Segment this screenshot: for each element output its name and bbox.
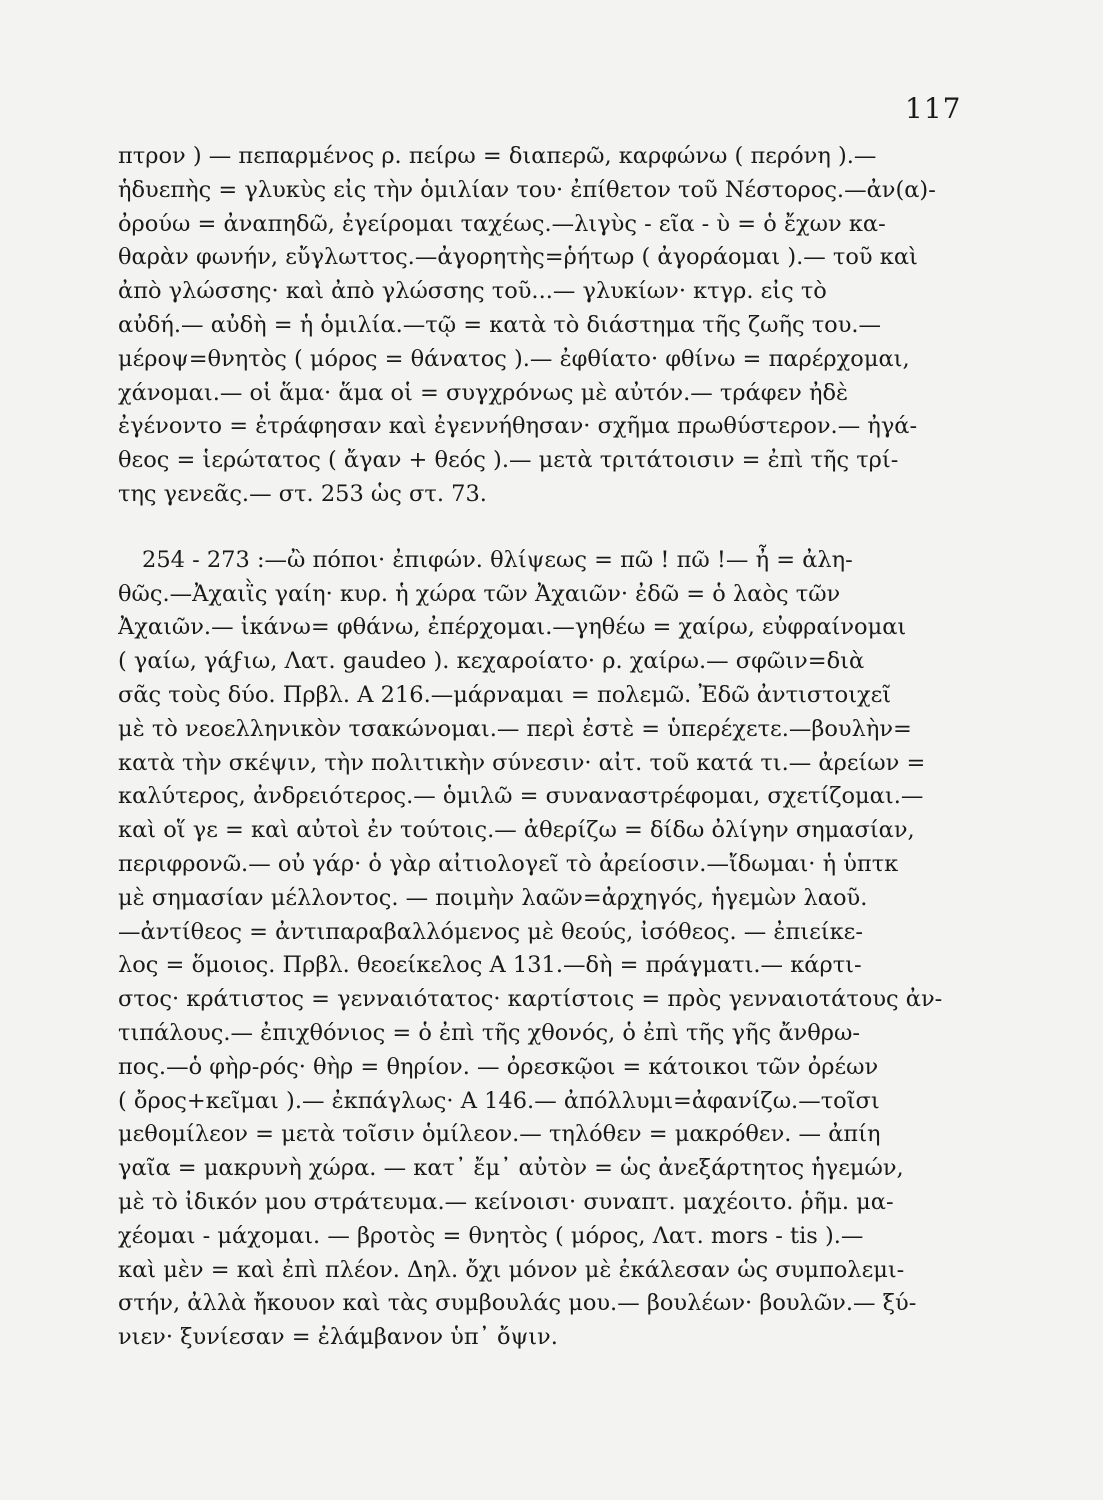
text-line: της γενεᾶς.— στ. 253 ὡς στ. 73.	[118, 480, 487, 507]
text-line: περιφρονῶ.— οὐ γάρ· ὁ γὰρ αἰτιολογεῖ τὸ ἀρείοσιν.—ἴδωμαι· ἡ ὑπτκ	[118, 850, 899, 877]
text-line: τιπάλους.— ἐπιχθόνιος = ὁ ἐπὶ τῆς χθονός, ὁ ἐπὶ τῆς γῆς ἄνθρω-	[118, 1019, 860, 1046]
text-line: ἐγένοντο = ἐτράφησαν καὶ ἐγεννήθησαν· σχῆμα πρωθύστερον.— ἠγά-	[118, 413, 918, 440]
text-line: μὲ σημασίαν μέλλοντος. — ποιμὴν λαῶν=ἀρχηγός, ἡγεμὼν λαοῦ.	[118, 884, 868, 911]
text-line: —ἀντίθεος = ἀντιπαραβαλλόμενος μὲ θεούς, ἰσόθεος. — ἐπιείκε-	[118, 918, 863, 945]
text-line: χάνομαι.— οἱ ἅμα· ἅμα οἱ = συγχρόνως μὲ αὐτόν.— τράφεν ἠδὲ	[118, 379, 849, 406]
text-line: Ἀχαιῶν.— ἱκάνω= φθάνω, ἐπέρχομαι.—γηθέω = χαίρω, εὐφραίνομαι	[118, 614, 907, 641]
text-line: 254 - 273 :—ὢ πόποι· ἐπιφών. θλίψεως = πῶ ! πῶ !— ἦ = ἀλη-	[142, 546, 853, 573]
text-line: ( ὄρος+κεῖμαι ).— ἐκπάγλως· Α 146.— ἀπόλλυμι=ἀφανίζω.—τοῖσι	[118, 1087, 880, 1114]
text-line: στος· κράτιστος = γενναιότατος· καρτίστοις = πρὸς γενναιοτάτους ἀν-	[118, 986, 943, 1013]
paragraph-1	[118, 140, 958, 512]
text-line: αὐδή.— αὐδὴ = ἡ ὁμιλία.—τῷ = κατὰ τὸ διάστημα τῆς ζωῆς του.—	[118, 311, 882, 338]
text-line: σᾶς τοὺς δύο. Πρβλ. Α 216.—μάρναμαι = πολεμῶ. Ἐδῶ ἀντιστοιχεῖ	[118, 681, 892, 708]
text-line: καλύτερος, ἀνδρειότερος.— ὁμιλῶ = συναναστρέφομαι, σχετίζομαι.—	[118, 783, 924, 810]
text-line: κατὰ τὴν σκέψιν, τὴν πολιτικὴν σύνεσιν· αἰτ. τοῦ κατά τι.— ἀρείων =	[118, 749, 926, 776]
text-line: μὲ τὸ νεοελληνικὸν τσακώνομαι.— περὶ ἐστὲ = ὑπερέχετε.—βουλὴν=	[118, 715, 912, 742]
text-line: πτρον ) — πεπαρμένος ρ. πείρω = διαπερῶ, καρφώνω ( περόνη ).—	[118, 143, 877, 169]
text-line: θῶς.—Ἀχαιῒς γαίη· κυρ. ἡ χώρα τῶν Ἀχαιῶν· ἐδῶ = ὁ λαὸς τῶν	[118, 580, 841, 607]
text-line: νιεν· ξυνίεσαν = ἐλάμβανον ὑπ᾽ ὄψιν.	[118, 1324, 558, 1351]
text-line: ἡδυεπὴς = γλυκὺς εἰς τὴν ὁμιλίαν του· ἐπίθετον τοῦ Νέστορος.—ἀν(α)-	[118, 176, 936, 203]
text-line: θαρὰν φωνήν, εὔγλωττος.—ἀγορητὴς=ῥήτωρ ( ἀγοράομαι ).— τοῦ καὶ	[118, 244, 918, 271]
text-line: πος.—ὁ φὴρ-ρός· θὴρ = θηρίον. — ὀρεσκῷοι = κάτοικοι τῶν ὀρέων	[118, 1053, 879, 1080]
text-line: μὲ τὸ ἰδικόν μου στράτευμα.— κείνοισι· συναπτ. μαχέοιτο. ῥῆμ. μα-	[118, 1188, 894, 1215]
text-line: ( γαίω, γάϝιω, Λατ. gaudeo ). κεχαροίατο· ρ. χαίρω.— σφῶιν=διὰ	[118, 648, 865, 675]
page-number: 117	[905, 92, 962, 125]
text-line: ὀρούω = ἀναπηδῶ, ἐγείρομαι ταχέως.—λιγὺς - εῖα - ὺ = ὁ ἔχων κα-	[118, 210, 886, 237]
text-line: ἀπὸ γλώσσης· καὶ ἀπὸ γλώσσης τοῦ...— γλυκίων· κτγρ. εἰς τὸ	[118, 278, 827, 305]
commentary-text	[118, 140, 958, 1355]
paragraph-2	[118, 544, 958, 1355]
text-line: καὶ μὲν = καὶ ἐπὶ πλέον. Δηλ. ὄχι μόνον μὲ ἐκάλεσαν ὡς συμπολεμι-	[118, 1256, 905, 1283]
text-line: μέροψ=θνητὸς ( μόρος = θάνατος ).— ἐφθίατο· φθίνω = παρέρχομαι,	[118, 345, 910, 372]
text-line: χέομαι - μάχομαι. — βροτὸς = θνητὸς ( μόρος, Λατ. mors - tis ).—	[118, 1222, 864, 1249]
text-line: γαῖα = μακρυνὴ χώρα. — κατ᾽ ἔμ᾽ αὐτὸν = ὡς ἀνεξάρτητος ἡγεμών,	[118, 1155, 904, 1182]
text-line: μεθομίλεον = μετὰ τοῖσιν ὁμίλεον.— τηλόθεν = μακρόθεν. — ἀπίη	[118, 1121, 881, 1148]
text-line: λος = ὅμοιος. Πρβλ. θεοείκελος Α 131.—δὴ = πράγματι.— κάρτι-	[118, 952, 862, 979]
text-line: θεος = ἱερώτατος ( ἄγαν + θεός ).— μετὰ τριτάτοισιν = ἐπὶ τῆς τρί-	[118, 447, 899, 474]
text-line: στήν, ἀλλὰ ἤκουον καὶ τὰς συμβουλάς μου.— βουλέων· βουλῶν.— ξύ-	[118, 1290, 917, 1317]
text-line: καὶ οἵ γε = καὶ αὐτοὶ ἐν τούτοις.— ἀθερίζω = δίδω ὀλίγην σημασίαν,	[118, 817, 915, 844]
